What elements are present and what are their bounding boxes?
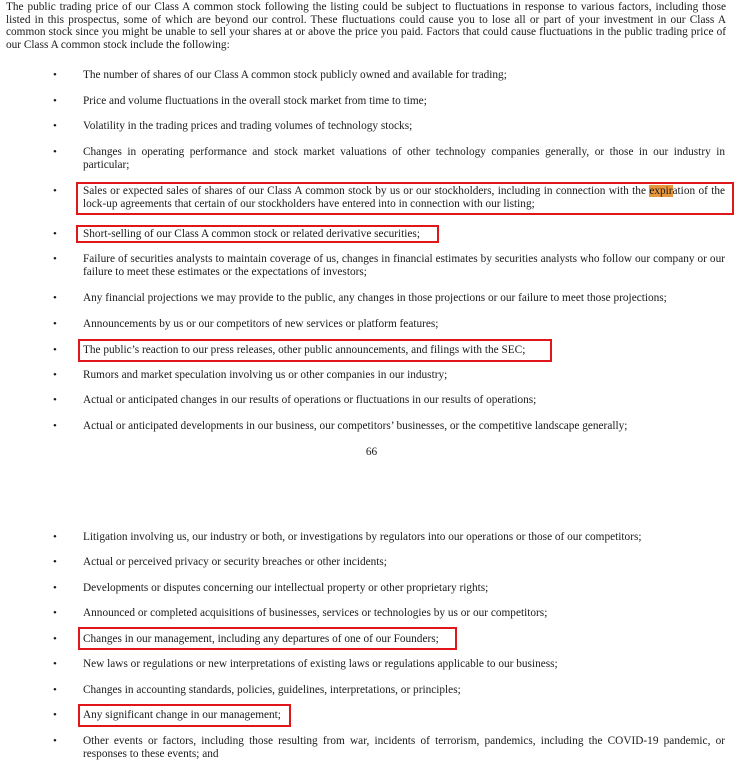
bullet-icon: • (53, 684, 57, 696)
bullet-icon: • (53, 146, 57, 158)
bullet-icon: • (53, 253, 57, 265)
list-item-text: Changes in operating performance and stock market valuations of other technology companies generally, or those in our industry in particular; (83, 146, 725, 171)
bullet-icon: • (53, 420, 57, 432)
list-item-text: Litigation involving us, our industry or both, or investigations by regulators into our operations or those of our competitors; (83, 531, 642, 543)
list-item-text: Short-selling of our Class A common stock or related derivative securities; (83, 228, 420, 240)
list-item-text: Changes in our management, including any departures of one of our Founders; (83, 633, 439, 645)
list-item-text: Volatility in the trading prices and trading volumes of technology stocks; (83, 120, 413, 132)
bullet-icon: • (53, 318, 57, 330)
bullet-icon: • (53, 607, 57, 619)
list-item-text: New laws or regulations or new interpretations of existing laws or regulations applicable to our business; (83, 658, 558, 670)
page-break (0, 468, 743, 510)
bullet-icon: • (53, 531, 57, 543)
page-number: 66 (365, 446, 378, 458)
bullet-icon: • (53, 735, 57, 747)
document-page-67 (0, 510, 743, 779)
bullet-icon: • (53, 709, 57, 721)
bullet-icon: • (53, 556, 57, 568)
list-item-text: Developments or disputes concerning our intellectual property or other proprietary rights; (83, 582, 489, 594)
list-item-text: Sales or expected sales of shares of our Class A common stock by us or our stockholders, including in connection with the expiration of the lock-up agreements that certain of our stockholders have entered into in connection with our listing; (83, 185, 726, 210)
list-item-text: Announced or completed acquisitions of businesses, services or technologies by us or our competitors; (83, 607, 548, 619)
list-item-text: Actual or anticipated developments in our business, our competitors’ businesses, or the competitive landscape generally; (83, 420, 628, 432)
list-item-text: The public’s reaction to our press releases, other public announcements, and filings with the SEC; (83, 344, 526, 356)
list-item-text: Announcements by us or our competitors of new services or platform features; (83, 318, 439, 330)
intro-paragraph: The public trading price of our Class A common stock following the listing could be subject to fluctuations in response to various factors, including those listed in this prospectus, some of which are beyond our control. These fluctuations could cause you to lose all or part of your investment in our Class A common stock since you might be unable to sell your shares at or above the price you paid. Factors that could cause fluctuations in the public trading price of our Class A common stock include the following: (6, 1, 726, 51)
list-item-text: Failure of securities analysts to maintain coverage of us, changes in financial estimates by securities analysts who follow our company or our failure to meet these estimates or the expectations of investors; (83, 253, 725, 278)
list-item-text: Any financial projections we may provide to the public, any changes in those projections or our failure to meet those projections; (83, 292, 667, 304)
list-item-text: Any significant change in our management; (83, 709, 281, 721)
bullet-icon: • (53, 185, 57, 197)
list-item-text: Actual or perceived privacy or security breaches or other incidents; (83, 556, 387, 568)
bullet-icon: • (53, 658, 57, 670)
list-item-text: Changes in accounting standards, policies, guidelines, interpretations, or principles; (83, 684, 461, 696)
bullet-icon: • (53, 633, 57, 645)
highlighted-text-mark: expir (649, 185, 673, 197)
bullet-icon: • (53, 95, 57, 107)
bullet-icon: • (53, 120, 57, 132)
bullet-icon: • (53, 582, 57, 594)
bullet-icon: • (53, 344, 57, 356)
list-item-text: Other events or factors, including those resulting from war, incidents of terrorism, pandemics, including the COVID-19 pandemic, or responses to these events; and (83, 735, 725, 760)
bullet-icon: • (53, 69, 57, 81)
bullet-icon: • (53, 292, 57, 304)
list-item-text: Rumors and market speculation involving us or other companies in our industry; (83, 369, 448, 381)
list-item-text: The number of shares of our Class A common stock publicly owned and available for trading; (83, 69, 507, 81)
bullet-icon: • (53, 228, 57, 240)
bullet-icon: • (53, 394, 57, 406)
bullet-icon: • (53, 369, 57, 381)
list-item-text: Actual or anticipated changes in our results of operations or fluctuations in our results of operations; (83, 394, 537, 406)
list-item-text: Price and volume fluctuations in the overall stock market from time to time; (83, 95, 427, 107)
